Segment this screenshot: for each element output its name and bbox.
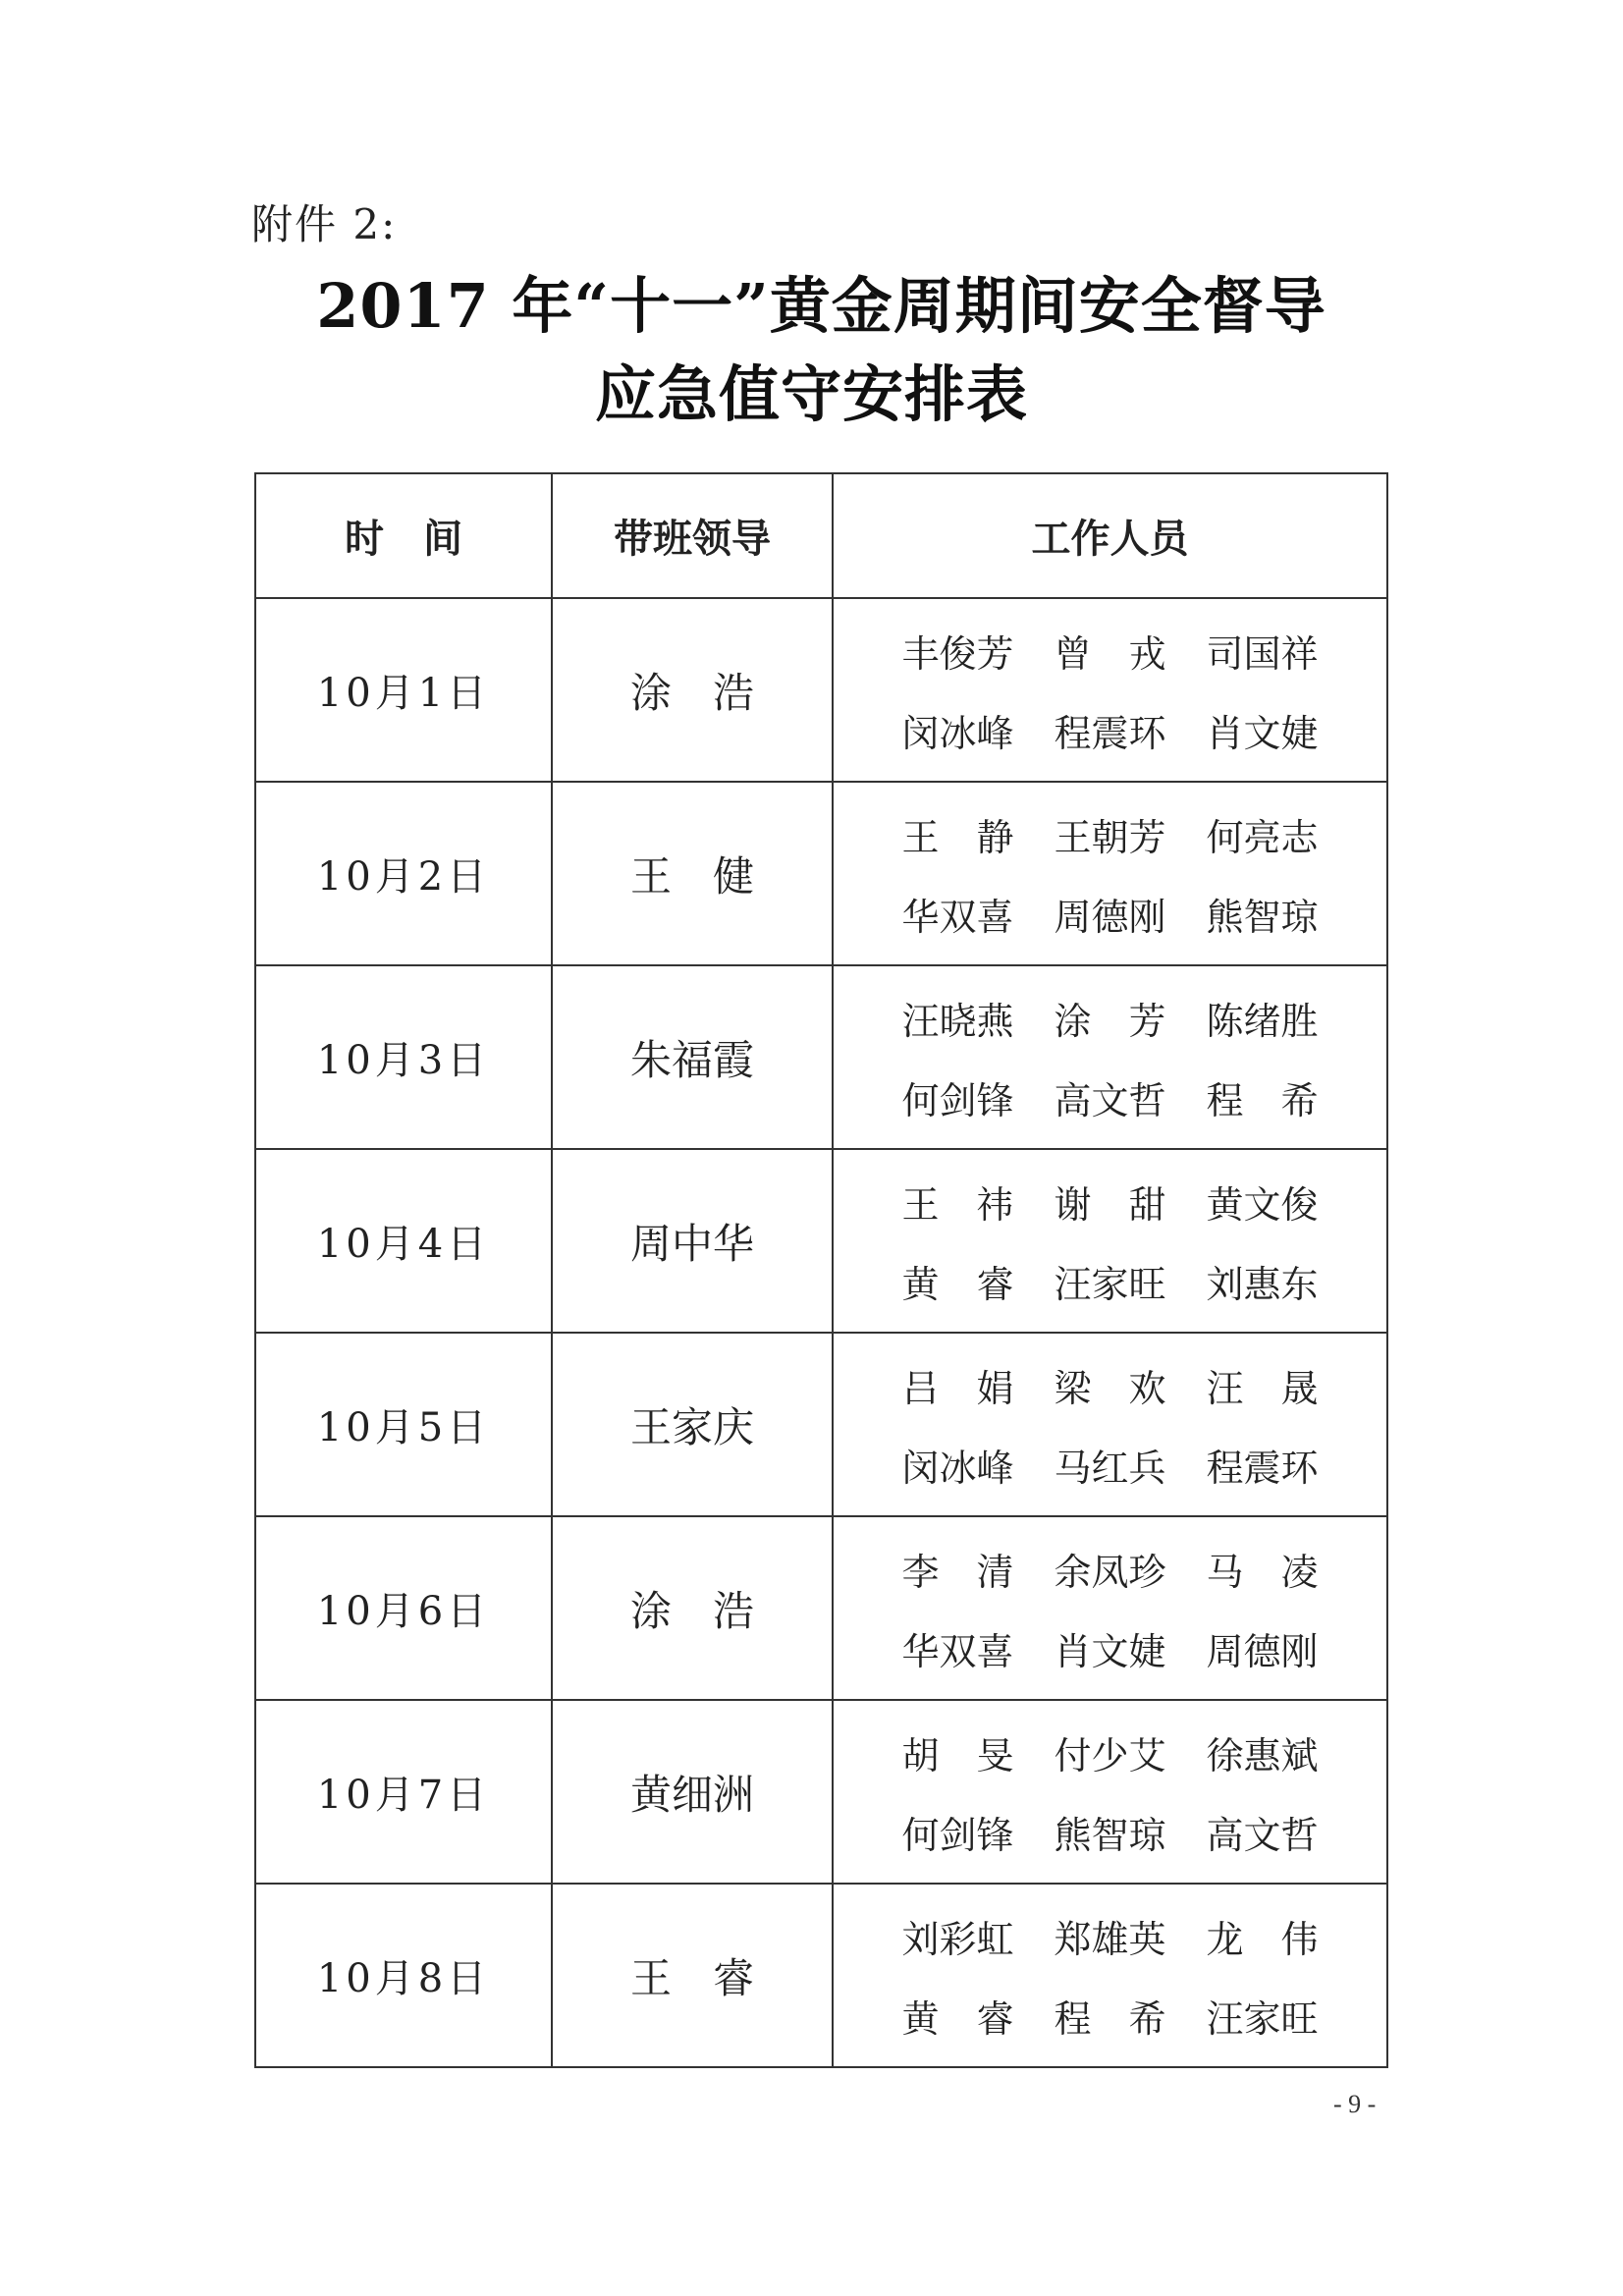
- staff-list: [834, 807, 1386, 941]
- staff-name: 胡 旻: [901, 1733, 1014, 1777]
- staff-cell: [833, 598, 1387, 782]
- staff-name: 肖文婕: [1054, 1629, 1166, 1673]
- staff-name: 涂 芳: [1054, 999, 1166, 1043]
- date-cell: 10月1日: [255, 598, 552, 782]
- staff-name: 谢 甜: [1054, 1182, 1166, 1227]
- page-number: - 9 -: [1333, 2090, 1377, 2118]
- date-cell: 10月3日: [255, 965, 552, 1149]
- staff-name: 刘彩虹: [901, 1917, 1014, 1961]
- staff-name: 熊智琼: [1054, 1813, 1166, 1857]
- staff-name: 华双喜: [901, 895, 1014, 939]
- staff-name: 刘惠东: [1206, 1262, 1319, 1306]
- table-header-row: [255, 473, 1387, 598]
- table-row: [255, 782, 1387, 965]
- staff-name: 何亮志: [1206, 815, 1319, 859]
- staff-list: [834, 1175, 1386, 1308]
- staff-name: 汪晓燕: [901, 999, 1014, 1043]
- staff-name: 郑雄英: [1054, 1917, 1166, 1961]
- staff-name: 闵冰峰: [901, 1446, 1014, 1490]
- staff-name: 程震环: [1206, 1446, 1319, 1490]
- table-row: [255, 1884, 1387, 2067]
- table-row: [255, 1333, 1387, 1516]
- staff-name: 高文哲: [1054, 1078, 1166, 1122]
- leader-cell: 王 睿: [552, 1884, 833, 2067]
- staff-name: 吕 娟: [901, 1366, 1014, 1410]
- staff-name: 高文哲: [1206, 1813, 1319, 1857]
- staff-cell: [833, 1516, 1387, 1700]
- staff-name: 周德刚: [1054, 895, 1166, 939]
- staff-name: 肖文婕: [1206, 711, 1319, 755]
- date-cell: 10月2日: [255, 782, 552, 965]
- header-staff: 工作人员: [833, 473, 1387, 598]
- table-row: [255, 1700, 1387, 1884]
- leader-cell: 王家庆: [552, 1333, 833, 1516]
- staff-name: 程 希: [1054, 1996, 1166, 2041]
- staff-name: 闵冰峰: [901, 711, 1014, 755]
- staff-name: 王 静: [901, 815, 1014, 859]
- staff-name: 华双喜: [901, 1629, 1014, 1673]
- staff-cell: [833, 1333, 1387, 1516]
- staff-name: 徐惠斌: [1206, 1733, 1319, 1777]
- staff-cell: [833, 965, 1387, 1149]
- staff-name: 黄 睿: [901, 1262, 1014, 1306]
- date-cell: 10月8日: [255, 1884, 552, 2067]
- leader-cell: 王 健: [552, 782, 833, 965]
- document-title-line-2: 应急值守安排表: [594, 358, 1028, 430]
- staff-name: 马红兵: [1054, 1446, 1166, 1490]
- staff-name: 王 祎: [901, 1182, 1014, 1227]
- staff-list: [834, 624, 1386, 757]
- leader-cell: 朱福霞: [552, 965, 833, 1149]
- date-cell: 10月5日: [255, 1333, 552, 1516]
- staff-cell: [833, 1149, 1387, 1333]
- staff-name: 王朝芳: [1054, 815, 1166, 859]
- table-row: [255, 965, 1387, 1149]
- staff-name: 程 希: [1206, 1078, 1319, 1122]
- staff-name: 汪家旺: [1054, 1262, 1166, 1306]
- staff-name: 马 凌: [1206, 1550, 1319, 1594]
- leader-cell: 黄细洲: [552, 1700, 833, 1884]
- date-cell: 10月7日: [255, 1700, 552, 1884]
- staff-name: 汪家旺: [1206, 1996, 1319, 2041]
- staff-name: 何剑锋: [901, 1813, 1014, 1857]
- staff-name: 龙 伟: [1206, 1917, 1319, 1961]
- staff-name: 黄文俊: [1206, 1182, 1319, 1227]
- staff-name: 丰俊芳: [901, 631, 1014, 676]
- staff-name: 余凤珍: [1054, 1550, 1166, 1594]
- staff-name: 李 清: [901, 1550, 1014, 1594]
- staff-name: 付少艾: [1054, 1733, 1166, 1777]
- attachment-label: 附件 2:: [251, 200, 398, 248]
- date-cell: 10月4日: [255, 1149, 552, 1333]
- leader-cell: 涂 浩: [552, 1516, 833, 1700]
- header-leader: 带班领导: [552, 473, 833, 598]
- leader-cell: 周中华: [552, 1149, 833, 1333]
- table-row: [255, 598, 1387, 782]
- staff-cell: [833, 782, 1387, 965]
- staff-name: 曾 戎: [1054, 631, 1166, 676]
- leader-cell: 涂 浩: [552, 598, 833, 782]
- staff-cell: [833, 1884, 1387, 2067]
- staff-name: 司国祥: [1206, 631, 1319, 676]
- staff-list: [834, 1358, 1386, 1492]
- staff-name: 汪 晟: [1206, 1366, 1319, 1410]
- table-row: [255, 1516, 1387, 1700]
- staff-list: [834, 1542, 1386, 1675]
- staff-name: 周德刚: [1206, 1629, 1319, 1673]
- staff-list: [834, 991, 1386, 1124]
- staff-list: [834, 1909, 1386, 2043]
- staff-list: [834, 1725, 1386, 1859]
- header-time: 时 间: [255, 473, 552, 598]
- duty-schedule-table: [254, 472, 1388, 2068]
- staff-name: 程震环: [1054, 711, 1166, 755]
- staff-cell: [833, 1700, 1387, 1884]
- table-row: [255, 1149, 1387, 1333]
- document-title-line-1: 2017 年“十一”黄金周期间安全督导: [316, 270, 1326, 342]
- date-cell: 10月6日: [255, 1516, 552, 1700]
- staff-name: 陈绪胜: [1206, 999, 1319, 1043]
- staff-name: 何剑锋: [901, 1078, 1014, 1122]
- staff-name: 梁 欢: [1054, 1366, 1166, 1410]
- staff-name: 黄 睿: [901, 1996, 1014, 2041]
- staff-name: 熊智琼: [1206, 895, 1319, 939]
